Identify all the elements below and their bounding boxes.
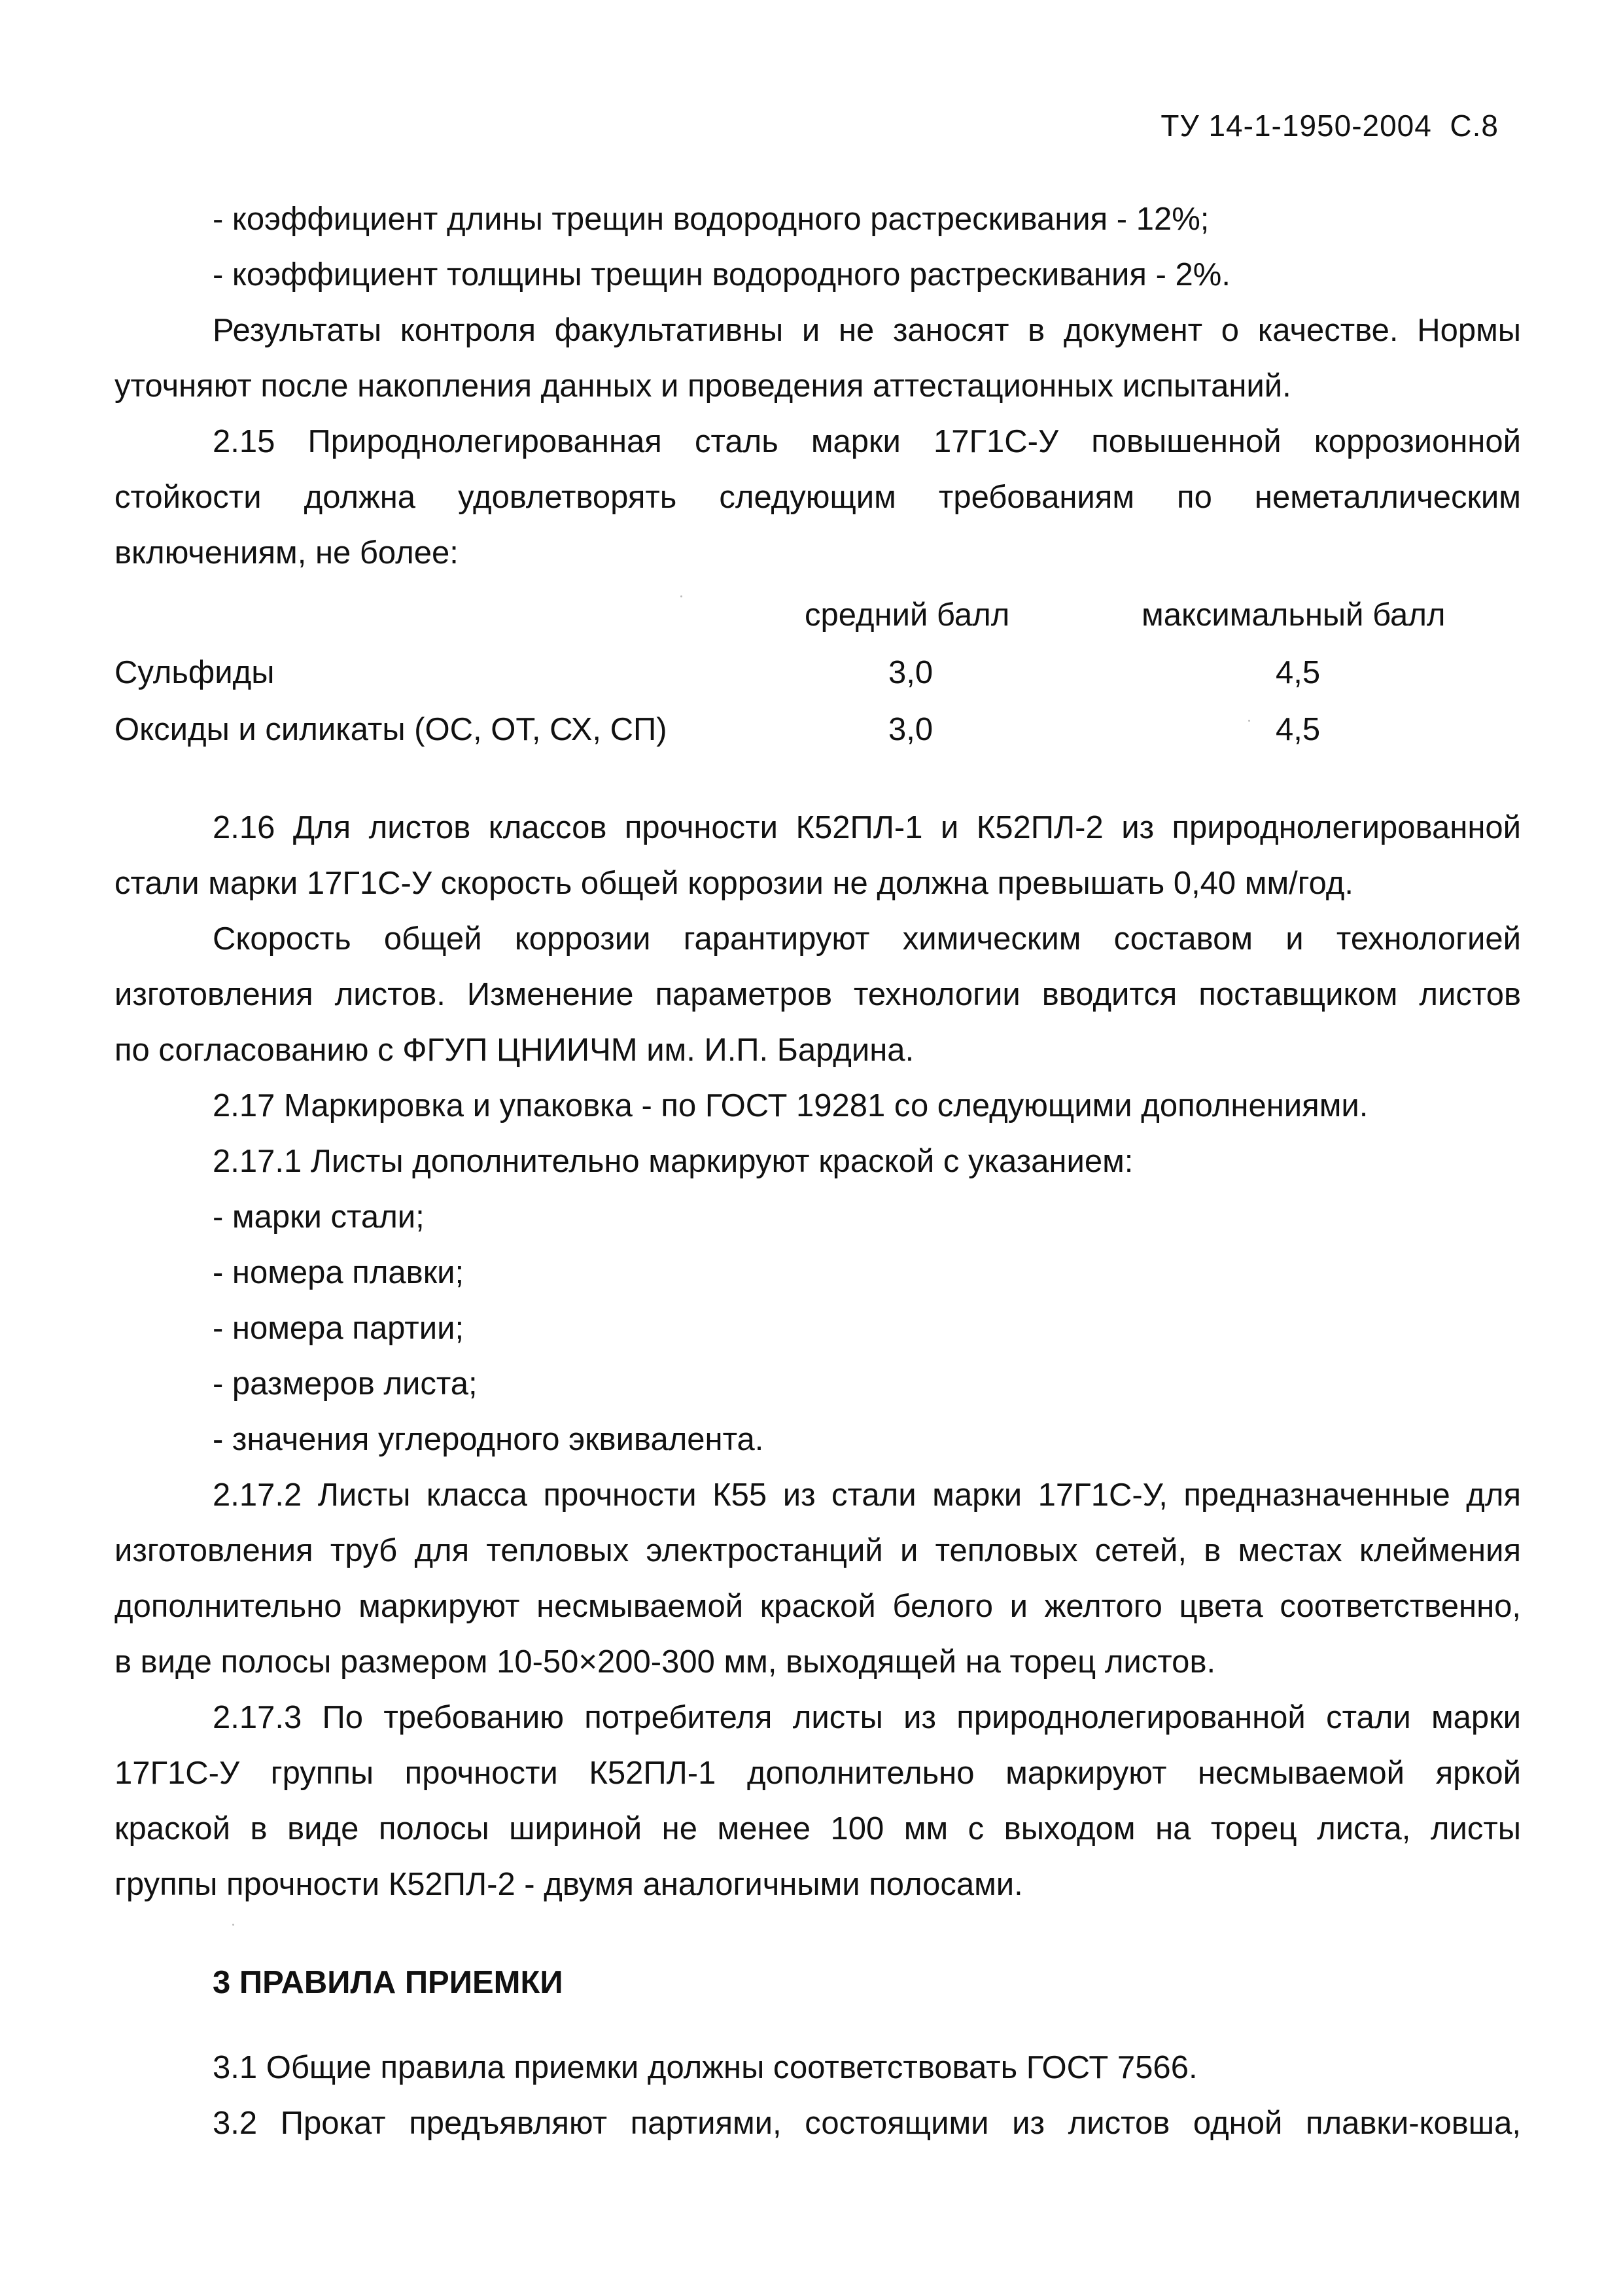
paragraph-line: уточняют после накопления данных и проведения аттестационных испытаний. [114, 368, 1291, 404]
paragraph-line: дополнительно маркируют несмываемой краской белого и желтого цвета соответственно, [114, 1589, 1521, 1624]
paragraph-line: 2.17 Маркировка и упаковка - по ГОСТ 19281 со следующими дополнениями. [213, 1088, 1369, 1123]
table-header-maximum: максимальный балл [1142, 597, 1446, 633]
paragraph-line: стали марки 17Г1С-У скорость общей коррозии не должна превышать 0,40 мм/год. [114, 866, 1353, 901]
table-row-name: Оксиды и силикаты (ОС, ОТ, СХ, СП) [114, 712, 667, 747]
paragraph-line: 3.2 Прокат предъявляют партиями, состоящими из листов одной плавки-ковша, [213, 2106, 1521, 2141]
paragraph-line: - коэффициент длины трещин водородного растрескивания - 12%; [213, 202, 1210, 237]
list-item: - номера плавки; [213, 1255, 464, 1290]
scan-speck [232, 1924, 234, 1926]
paragraph-line: 2.17.3 По требованию потребителя листы из природнолегированной стали марки [213, 1700, 1521, 1735]
paragraph-line: Результаты контроля факультативны и не заносят в документ о качестве. Нормы [213, 313, 1521, 348]
paragraph-line: 2.17.1 Листы дополнительно маркируют краской с указанием: [213, 1144, 1134, 1179]
paragraph-line: группы прочности К52ПЛ-2 - двумя аналогичными полосами. [114, 1867, 1023, 1902]
page-header [1161, 108, 1499, 143]
paragraph-line: включениям, не более: [114, 535, 459, 571]
list-item: - значения углеродного эквивалента. [213, 1422, 764, 1457]
paragraph-line: - коэффициент толщины трещин водородного растрескивания - 2%. [213, 257, 1230, 292]
list-item: - марки стали; [213, 1199, 425, 1235]
page-number: С.8 [1450, 109, 1499, 143]
table-row-avg: 3,0 [888, 712, 934, 747]
list-item: - номера партии; [213, 1311, 464, 1346]
paragraph-line: 2.16 Для листов классов прочности К52ПЛ-1 и К52ПЛ-2 из природнолегированной [213, 810, 1521, 845]
document-code: ТУ 14-1-1950-2004 [1161, 109, 1432, 143]
paragraph-line: изготовления труб для тепловых электростанций и тепловых сетей, в местах клеймения [114, 1533, 1521, 1568]
paragraph-line: краской в виде полосы шириной не менее 100 мм с выходом на торец листа, листы [114, 1811, 1521, 1846]
paragraph-line: Скорость общей коррозии гарантируют химическим составом и технологией [213, 921, 1521, 957]
table-row-max: 4,5 [1276, 655, 1321, 690]
paragraph-line: 3.1 Общие правила приемки должны соответствовать ГОСТ 7566. [213, 2050, 1198, 2085]
paragraph-line: 2.17.2 Листы класса прочности К55 из стали марки 17Г1С-У, предназначенные для [213, 1477, 1521, 1513]
paragraph-line: в виде полосы размером 10-50×200-300 мм, выходящей на торец листов. [114, 1644, 1216, 1680]
table-row-name: Сульфиды [114, 655, 275, 690]
paragraph-line: 17Г1С-У группы прочности К52ПЛ-1 дополнительно маркируют несмываемой яркой [114, 1756, 1521, 1791]
table-row-max: 4,5 [1276, 712, 1321, 747]
scan-speck [680, 595, 682, 597]
paragraph-line: по согласованию с ФГУП ЦНИИЧМ им. И.П. Бардина. [114, 1033, 915, 1068]
table-row-avg: 3,0 [888, 655, 934, 690]
paragraph-line: стойкости должна удовлетворять следующим требованиям по неметаллическим [114, 480, 1521, 515]
list-item: - размеров листа; [213, 1366, 478, 1402]
table-header-average: средний балл [805, 597, 1010, 633]
scan-speck [1248, 720, 1250, 722]
paragraph-line: 2.15 Природнолегированная сталь марки 17Г1С-У повышенной коррозионной [213, 424, 1521, 459]
section-heading: 3 ПРАВИЛА ПРИЕМКИ [213, 1965, 563, 2000]
paragraph-line: изготовления листов. Изменение параметров технологии вводится поставщиком листов [114, 977, 1521, 1012]
